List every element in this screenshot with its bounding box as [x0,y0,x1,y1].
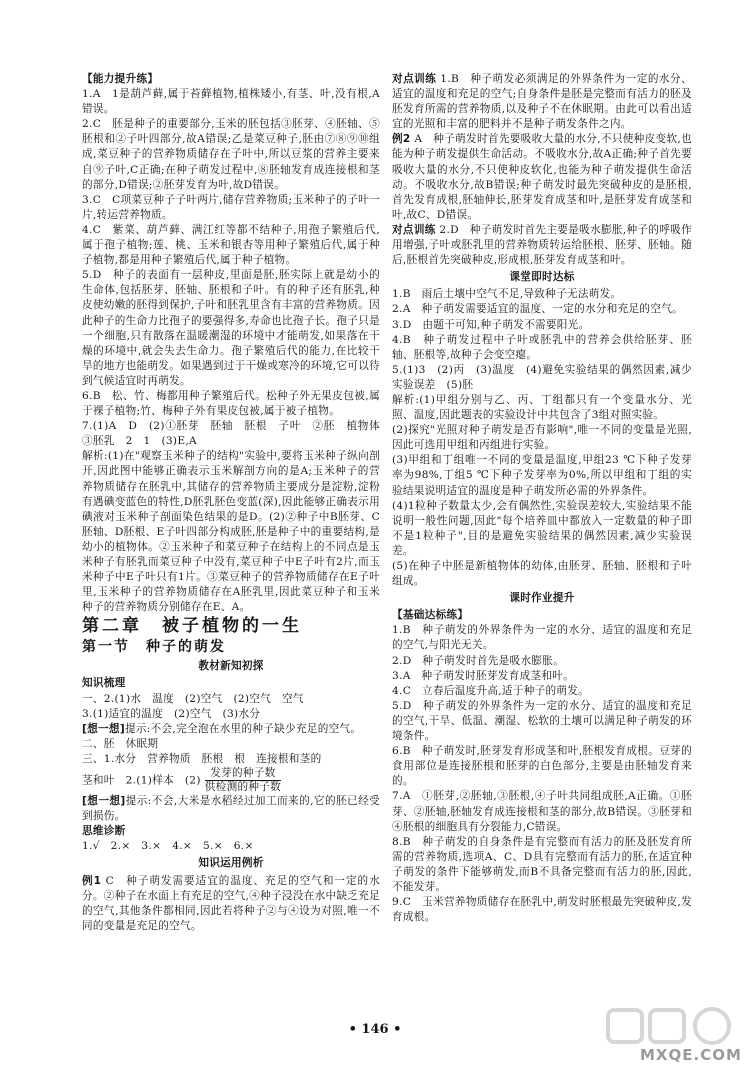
answer-item: 9.C 玉米营养物质储存在胚乳中,萌发时胚根最先突破种皮,发育成根。 [392,896,692,924]
practice-label: 对点训练 [392,223,436,236]
think-label: [想一想] [82,795,126,808]
practice-1 [392,72,692,132]
answer-item: 6.B 种子萌发时,胚芽发育形成茎和叶,胚根发育成根。豆芽的食用部位是连接胚根和胚芽的白色部分,主要是由胚轴发育来的。 [392,745,692,788]
answer-item: 8.B 种子萌发的自身条件是有完整而有活力的胚及胚发育所需的营养物质,选项A、C、D具有完整而有活力的胚,在适宜种子萌发的条件下能够萌发,而B不具备完整而有活力的胚,因此,不能发芽。 [392,835,692,893]
answer-item: 1.B 种子萌发的外界条件为一定的水分、适宜的温度和充足的空气,与阳光无关。 [392,624,692,652]
fraction-denominator: 供检测的种子数 [204,781,282,794]
answer-item: 7.(1)A D (2)①胚芽 胚轴 胚根 子叶 ②胚 植物体 ③胚乳 2 1 (3)E,A [82,420,391,448]
germination-rate-fraction [205,767,281,794]
subsection-title: 知识运用例析 [198,857,264,870]
example-1 [82,874,380,934]
analysis-text: (4)1粒种子数量太少,会有偶然性,实验误差较大,实验结果不能说明一般性问题,因此"每个培养皿中都放入一定数量的种子即不是1粒种子",目的是避免实验结果的偶然因素,减少实验误差。 [392,499,692,557]
diagnosis-heading: 思维诊断 [82,825,126,838]
answer-item: 3.A 种子萌发时胚芽发育成茎和叶。 [392,669,575,682]
ability-heading: 【能力提升练】 [82,73,159,85]
analysis-text: (5)在种子中胚是新植物体的幼体,由胚芽、胚轴、胚根和子叶组成。 [392,560,692,588]
knowledge-line: 一、2.(1)水 温度 (2)空气 (2)空气 空气 [82,692,304,705]
example-text: A 种子萌发时首先要吸收大量的水分,不只使种皮变软,也能为种子萌发提供生命活动。不吸收水分,故A正确;种子首先要吸收大量的水分,不只使种皮软化,也能为种子萌发提供生命活动。不吸收水分,故B错误;种子萌发时最先突破种皮的是胚根,首先发育成根,胚轴伸长,胚芽发育成茎和叶,是胚芽发育成茎和叶,故C、D错误。 [392,133,693,221]
chapter-title: 第二章 被子植物的一生 [82,616,302,637]
example-label: 例2 [392,133,411,146]
answer-item: 7.A ①胚芽,②胚轴,③胚根,④子叶共同组成胚,A正确。①胚芽、②胚轴,胚轴发育成连接根和茎的部分,故B错误。③胚芽和④胚根的细胞具有分裂能力,C错误。 [392,790,692,833]
fraction-numerator: 发芽的种子数 [205,767,281,781]
practice-label: 对点训练 [392,73,437,85]
fraction-line [82,767,380,794]
watermark-text: MXQE.COM [640,1046,742,1064]
answer-item: 4.C 紫菜、葫芦藓、满江红等都不结种子,用孢子繁殖后代,属于孢子植物;莲、桃、玉米和银杏等用种子繁殖后代,属于种子植物,都是用种子繁殖后代,属于种子植物。 [82,223,380,267]
analysis-text: 解析:(1)甲组分别与乙、丙、丁组都只有一个变量水分、光照、温度,因此题表的实验设计中共包含了3组对照实验。 [392,393,692,422]
answer-item: 4.B 种子萌发过程中子叶或胚乳中的营养会供给胚芽、胚轴、胚根等,故种子会变空瘪。 [392,333,692,361]
answer-item: 3.C C项菜豆种子子叶两片,储存营养物质;玉米种子的子叶一片,转运营养物质。 [82,193,380,221]
practice-2 [392,223,692,268]
knowledge-line: 二、胚 休眠期 [82,737,159,750]
analysis-text: (3)甲组和丁组唯一不同的变量是温度,甲组23 ℃下种子发芽率为98%,丁组5 ℃下种子发芽率为0%,所以甲组和丁组的实验结果说明适宜的温度是种子萌发所必需的外界条件。 [392,454,692,497]
answer-item: 5.(1)3 (2)丙 (3)温度 (4)避免实验结果的偶然因素,减少实验误差 (5)胚 [392,363,692,391]
think-note [82,722,380,737]
example-2 [392,132,692,223]
practice-text: 2.D 种子萌发时首先主要是吸水膨胀,种子的呼吸作用增强,子叶或胚乳里的营养物质转运给胚根、胚芽、胚轴。随后,胚根首先突破种皮,形成根,胚芽发育成茎和叶。 [392,223,693,267]
answer-item: 5.D 种子萌发的外界条件为一定的水分、适宜的温度和充足的空气,干旱、低温、潮湿、松软的土壤可以满足种子萌发的环境条件。 [392,699,692,743]
example-label: 例1 [82,874,102,887]
think-label: [想一想] [82,722,125,735]
section-title: 第一节 种子的萌发 [82,639,226,656]
knowledge-heading: 知识梳理 [82,677,126,690]
subsection-title: 教材新知初探 [198,660,264,673]
practice-text: 1.B 种子萌发必须满足的外界条件为一定的水分、适宜的温度和充足的空气;自身条件是胚是完整而有活力的胚及胚发育所需的营养物质,以及种子不在休眠期。由此可以看出适宜的光照和丰富的肥料并不是种子萌发条件之内。 [392,73,692,131]
answer-item: 6.B 松、竹、梅都用种子繁殖后代。松种子外无果皮包被,属于裸子植物;竹、梅种子外有果皮包被,属于被子植物。 [82,389,380,418]
answer-item: 2.D 种子萌发时首先是吸水膨胀。 [392,654,565,667]
page-number: • 146 • [348,1022,402,1037]
knowledge-line: 三、1.水分 营养物质 胚根 根 连接根和茎的 [82,752,322,765]
classroom-title: 课堂即时达标 [509,271,575,284]
knowledge-line: 3.(1)适宜的温度 (2)空气 (3)水分 [82,707,261,720]
left-column [82,72,391,934]
right-column [392,72,692,925]
diagnosis-line: 1.√ 2.× 3.× 4.× 5.× 6.× [82,840,254,853]
answer-item: 1.A 1是葫芦藓,属于苔藓植物,植株矮小,有茎、叶,没有根,A错误。 [82,88,380,116]
answer-item: 2.C 胚是种子的重要部分,玉米的胚包括③胚芽、④胚轴、⑤胚根和②子叶四部分,故A错误;乙是菜豆种子,胚由⑦⑧⑨⑩组成,菜豆种子的营养物质储存在子叶中,所以豆浆的营养主要来自⑨子叶,C正确;在种子萌发过程中,⑧胚轴发育成连接根和茎的部分,D错误;②胚芽发育为叶,故D错误。 [82,118,380,191]
example-text: C 种子萌发需要适宜的温度、充足的空气和一定的水分。②种子在水面上有充足的空气,④种子浸没在水中缺乏充足的空气,其他条件都相同,因此若将种子②与④设为对照,唯一不同的变量是充足的空气。 [82,874,380,932]
answer-item: 1.B 雨后土壤中空气不足,导致种子无法萌发。 [392,288,622,301]
analysis-text: 解析:(1)在"观察玉米种子的结构"实验中,要将玉米种子纵向剖开,因此图中能够正确表示玉米解剖方向的是A;玉米种子的营养物质储存在胚乳中,其储存的营养物质主要成分是淀粉,淀粉有遇碘变蓝色的特性,D胚乳胚色变蓝(深),因此能够正确表示用碘液对玉米种子剖面染色结果的是D。(2)②种子中B胚芽、C胚轴、D胚根、E子叶四部分构成胚,胚是种子中的重要结构,是幼小的植物体。②玉米种子和菜豆种子在结构上的不同点是玉米种子有胚乳而菜豆种子中没有,菜豆种子中E子叶有2片,而玉米种子中E子叶只有1片。③菜豆种子的营养物质储存在E子叶里,玉米种子的营养物质储存在A胚乳里,因此菜豆种子和玉米种子的营养物质分别储存在E、A。 [82,450,380,614]
answer-item: 5.D 种子的表面有一层种皮,里面是胚,胚实际上就是幼小的生命体,包括胚芽、胚轴、胚根和子叶。有的种子还有胚乳,种皮使幼嫩的胚得到保护,子叶和胚乳里含有丰富的营养物质。因此种子的生命力比孢子的要强得多,寿命也比孢子长。孢子只是一个细胞,只有散落在温暖潮湿的环境中才能萌发,如果落在干燥的环境中,就会失去生命力。孢子繁殖后代的能力,在比较干旱的地方也能萌发。如果遇到过于干燥或寒冷的环境,它可以待到气候适宜时再萌发。 [82,269,380,387]
answer-item: 2.A 种子萌发需要适宜的温度、一定的水分和充足的空气。 [392,303,683,316]
answer-item: 4.C 立春后温度升高,适于种子的萌发。 [392,684,590,697]
answer-item: 3.D 由题干可知,种子萌发不需要阳光。 [392,318,590,331]
basic-heading: 【基础达标练】 [392,609,469,622]
fraction-prefix: 茎和叶 2.(1)样本 (2) [82,774,201,787]
think-text: 提示:不会,完全泡在水里的种子缺少充足的空气。 [124,722,362,735]
analysis-text: (2)探究"光照对种子萌发是否有影响",唯一不同的变量是光照,因此可选用甲组和丙组进行实验。 [392,424,692,452]
think-note [82,794,380,824]
think-text: 提示:不会,大米是水稻经过加工而来的,它的胚已经受到损伤。 [82,795,380,823]
homework-title: 课时作业提升 [509,592,575,605]
